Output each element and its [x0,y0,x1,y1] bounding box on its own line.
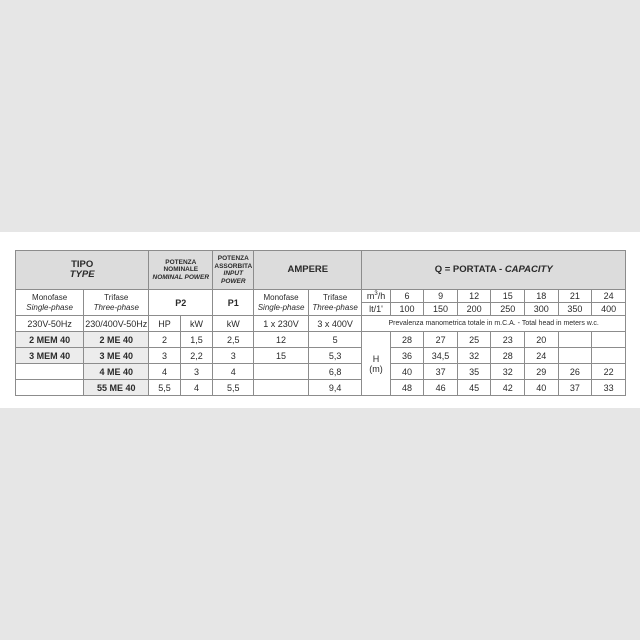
p1-value: 5,5 [213,380,254,396]
main-header-row [16,251,626,290]
tipo-label: TIPO [71,259,94,270]
tri-voltage: 230/400V-50Hz [84,316,149,332]
m-unit: m [366,291,375,301]
kw-value: 1,5 [180,332,213,348]
kw-unit: kW [213,316,254,332]
hp-value: 3 [149,348,180,364]
amp-tri-value: 5 [308,332,362,348]
monofase-header [16,290,84,316]
potenza-label: POTENZA [217,255,249,262]
power-label: POWER [221,277,246,285]
trifase-label: Trifase [104,292,129,302]
p1-header: P1 [213,290,254,316]
head-value: 26 [558,364,592,380]
head-value: 40 [525,380,559,396]
kw-unit: kW [180,316,213,332]
m3h-value: 18 [525,290,559,303]
lt-value: 300 [525,303,559,316]
head-value: 35 [457,364,491,380]
kw-value: 4 [180,380,213,396]
head-value: 37 [424,364,458,380]
tipo-header [16,251,149,290]
amp-mono-value [254,364,309,380]
head-value [558,332,592,348]
p1-value: 4 [213,364,254,380]
head-value: 36 [390,348,424,364]
hp-value: 2 [149,332,180,348]
hp-value: 4 [149,364,180,380]
lt-unit: lt/1' [362,303,390,316]
total-head-note: Prevalenza manometrica totale in m.C.A. - Total head in meters w.c. [362,316,626,332]
capacity-header [362,251,626,290]
units-row [16,316,626,332]
head-value: 42 [491,380,525,396]
m3h-value: 24 [592,290,626,303]
table-row [16,380,626,396]
lt-value: 350 [558,303,592,316]
head-value [592,332,626,348]
kw-value: 2,2 [180,348,213,364]
nominal-power-header [149,251,213,290]
m3h-value: 21 [558,290,592,303]
m3h-value: 6 [390,290,424,303]
assorbita-label: ASSORBITA [214,262,253,270]
mono-model: 3 MEM 40 [16,348,84,364]
per-hour: /h [377,291,386,301]
amp-mono-value: 12 [254,332,309,348]
amp-monofase-header [254,290,309,316]
head-value: 22 [592,364,626,380]
p1-value: 2,5 [213,332,254,348]
m3h-value: 15 [491,290,525,303]
trifase-header [84,290,149,316]
ampere-header: AMPERE [254,251,362,290]
table-row [16,364,626,380]
input-label: INPUT [223,270,244,277]
m-label: (m) [369,363,383,374]
amp-tri-value: 6,8 [308,364,362,380]
h-label: H [372,353,380,364]
lt-value: 200 [457,303,491,316]
amp-tri-value: 9,4 [308,380,362,396]
amp-tri-voltage: 3 x 400V [308,316,362,332]
nominale-label: NOMINALE [163,266,199,274]
head-value: 24 [525,348,559,364]
head-value [592,348,626,364]
head-label [362,332,390,396]
head-value: 33 [592,380,626,396]
head-value: 40 [390,364,424,380]
lt-value: 150 [424,303,458,316]
monofase-label: Monofase [263,292,299,302]
monofase-label: Monofase [32,292,68,302]
input-power-header [213,251,254,290]
trifase-label: Trifase [323,292,348,302]
head-value: 45 [457,380,491,396]
head-value: 32 [457,348,491,364]
table-row [16,348,626,364]
head-value: 28 [390,332,424,348]
portata-label: Q = PORTATA - [434,264,505,275]
lt-value: 250 [491,303,525,316]
mono-model [16,380,84,396]
head-value [558,348,592,364]
table-row [16,332,626,348]
mono-voltage: 230V-50Hz [16,316,84,332]
hp-unit: HP [149,316,180,332]
type-label: TYPE [69,269,95,280]
head-value: 48 [390,380,424,396]
single-phase-label: Single-phase [257,302,305,312]
pump-performance-table [15,250,626,396]
head-value: 28 [491,348,525,364]
capacity-label: CAPACITY [504,264,553,275]
potenza-label: POTENZA [165,258,197,266]
head-value: 27 [424,332,458,348]
head-value: 32 [491,364,525,380]
nominal-power-label: NOMINAL POWER [152,273,210,281]
head-value: 23 [491,332,525,348]
lt-value: 400 [592,303,626,316]
head-value: 34,5 [424,348,458,364]
amp-mono-voltage: 1 x 230V [254,316,309,332]
amp-mono-value [254,380,309,396]
spec-sheet [0,232,640,408]
m3h-unit [362,290,390,303]
head-value: 20 [525,332,559,348]
amp-mono-value: 15 [254,348,309,364]
head-value: 37 [558,380,592,396]
p2-header: P2 [149,290,213,316]
mono-model: 2 MEM 40 [16,332,84,348]
head-value: 46 [424,380,458,396]
tri-model: 4 ME 40 [84,364,149,380]
mono-model [16,364,84,380]
hp-value: 5,5 [149,380,180,396]
tri-model: 3 ME 40 [84,348,149,364]
p1-value: 3 [213,348,254,364]
m3h-value: 9 [424,290,458,303]
amp-trifase-header [308,290,362,316]
subheader-row-1 [16,290,626,303]
single-phase-label: Single-phase [26,302,73,312]
m3h-value: 12 [457,290,491,303]
amp-tri-value: 5,3 [308,348,362,364]
lt-value: 100 [390,303,424,316]
kw-value: 3 [180,364,213,380]
three-phase-label: Three-phase [93,302,139,312]
tri-model: 55 ME 40 [84,380,149,396]
tri-model: 2 ME 40 [84,332,149,348]
head-value: 25 [457,332,491,348]
three-phase-label: Three-phase [312,302,358,312]
head-value: 29 [525,364,559,380]
exp-3: 3 [374,291,378,297]
